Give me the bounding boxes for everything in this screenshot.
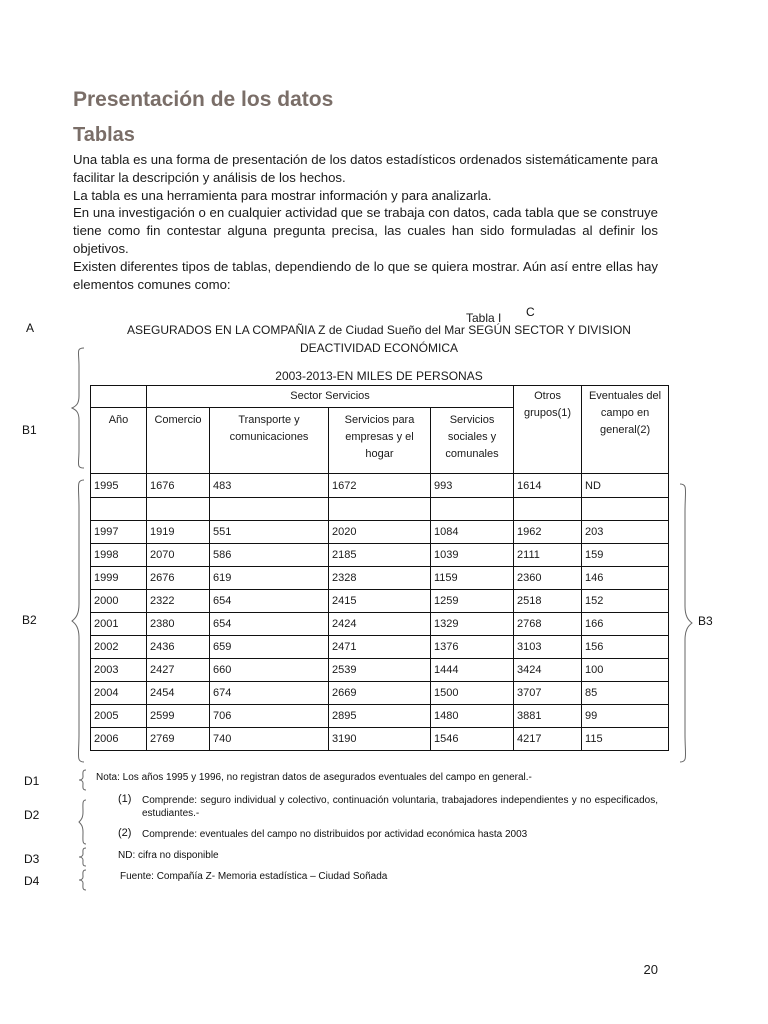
note-nd: ND: cifra no disponible (118, 850, 219, 861)
table-cell: 2895 (329, 705, 431, 728)
label-b3: B3 (698, 614, 713, 628)
footnote-1-text: Comprende: seguro individual y colectivo, continuación voluntaria, trabajadores independientes y no especificados, estudiantes.- (142, 795, 658, 819)
table-cell: 2070 (147, 544, 210, 567)
table-cell: 1159 (431, 567, 514, 590)
table-title-line-1: ASEGURADOS EN LA COMPAÑIA Z de Ciudad Sueño del Mar SEGÚN SECTOR Y DIVISION (127, 323, 631, 337)
table-cell: 2000 (91, 590, 147, 613)
table-cell (431, 498, 514, 521)
table-cell: 3190 (329, 728, 431, 751)
header-transporte: Transporte y comunicaciones (210, 408, 329, 474)
table-cell: 2004 (91, 682, 147, 705)
table-row (91, 682, 669, 705)
table-cell: 706 (210, 705, 329, 728)
footnote-1-marker: (1) (118, 793, 132, 805)
table-cell: 2185 (329, 544, 431, 567)
table-cell (514, 498, 582, 521)
table-cell: 159 (582, 544, 669, 567)
table-cell: 2322 (147, 590, 210, 613)
table-row (91, 636, 669, 659)
table-cell: 1997 (91, 521, 147, 544)
label-d2: D2 (24, 808, 40, 822)
source-note: Fuente: Compañía Z- Memoria estadística – Ciudad Soñada (120, 871, 388, 882)
paragraph: La tabla es una herramienta para mostrar información y para analizarla. (73, 187, 492, 203)
table-cell: 2669 (329, 682, 431, 705)
table-cell: 2001 (91, 613, 147, 636)
brace-d1 (76, 768, 90, 792)
table-cell: 1376 (431, 636, 514, 659)
table-cell: 2380 (147, 613, 210, 636)
table-cell: 1084 (431, 521, 514, 544)
table-cell: 2539 (329, 659, 431, 682)
table-cell: 156 (582, 636, 669, 659)
table-cell (329, 498, 431, 521)
table-cell: 2111 (514, 544, 582, 567)
table-cell: 2676 (147, 567, 210, 590)
header-servicios-sociales: Servicios sociales y comunales (431, 408, 514, 474)
table-cell: 619 (210, 567, 329, 590)
brace-b1 (70, 346, 90, 470)
table-cell: 1672 (329, 474, 431, 498)
footnote-2-marker: (2) (118, 827, 132, 839)
table-cell: 1329 (431, 613, 514, 636)
table-cell: 3424 (514, 659, 582, 682)
table-cell (147, 498, 210, 521)
table-row (91, 590, 669, 613)
table-cell: 674 (210, 682, 329, 705)
table-cell: 2415 (329, 590, 431, 613)
table-cell: 2768 (514, 613, 582, 636)
table-cell (91, 498, 147, 521)
table-row (91, 544, 669, 567)
footnote-2-text: Comprende: eventuales del campo no distribuidos por actividad económica hasta 2003 (142, 829, 528, 840)
table-row (91, 613, 669, 636)
brace-d2 (76, 798, 90, 846)
table-cell: 100 (582, 659, 669, 682)
brace-b2 (70, 478, 90, 764)
table-cell: 660 (210, 659, 329, 682)
table-cell: 85 (582, 682, 669, 705)
intro-text (73, 151, 658, 293)
table-cell: 2005 (91, 705, 147, 728)
table-cell: 2518 (514, 590, 582, 613)
brace-d3 (76, 846, 90, 868)
label-d4: D4 (24, 874, 40, 888)
table-cell: 1962 (514, 521, 582, 544)
table-cell: 2006 (91, 728, 147, 751)
table-cell: 654 (210, 590, 329, 613)
table-cell: 1039 (431, 544, 514, 567)
table-cell: 2360 (514, 567, 582, 590)
table-cell: 740 (210, 728, 329, 751)
table-cell: 1500 (431, 682, 514, 705)
table-cell: 2003 (91, 659, 147, 682)
table-row (91, 705, 669, 728)
table-cell: 146 (582, 567, 669, 590)
header-otros: Otros grupos(1) (514, 386, 582, 474)
header-servicios-empresas: Servicios para empresas y el hogar (329, 408, 431, 474)
table-cell (210, 498, 329, 521)
data-table (90, 385, 669, 751)
label-d1: D1 (24, 774, 40, 788)
table-cell: 1919 (147, 521, 210, 544)
table-cell: 2424 (329, 613, 431, 636)
table-cell: 3103 (514, 636, 582, 659)
header-sector-servicios: Sector Servicios (147, 386, 514, 408)
table-cell: 1444 (431, 659, 514, 682)
table-cell: 2599 (147, 705, 210, 728)
table-cell: 115 (582, 728, 669, 751)
header-comercio: Comercio (147, 408, 210, 474)
table-cell: 1546 (431, 728, 514, 751)
table-cell: 2328 (329, 567, 431, 590)
page-heading: Presentación de los datos (73, 88, 334, 111)
table-cell: 551 (210, 521, 329, 544)
table-cell: 166 (582, 613, 669, 636)
section-heading: Tablas (73, 124, 135, 146)
table-row (91, 498, 669, 521)
table-cell: 203 (582, 521, 669, 544)
table-title-line-3: 2003-2013-EN MILES DE PERSONAS (275, 369, 483, 383)
table-cell: 483 (210, 474, 329, 498)
table-cell: 2427 (147, 659, 210, 682)
table-title-line-2: DEACTIVIDAD ECONÓMICA (299, 341, 458, 355)
table-row (91, 567, 669, 590)
table-cell: 654 (210, 613, 329, 636)
paragraph: Una tabla es una forma de presentación de los datos estadísticos ordenados sistemáticamente para facilitar la descripción y análisis de los hechos. (73, 152, 658, 185)
label-d3: D3 (24, 852, 40, 866)
table-cell: 1259 (431, 590, 514, 613)
table-cell: 1995 (91, 474, 147, 498)
label-b1: B1 (22, 423, 37, 437)
brace-b3 (676, 482, 696, 764)
table-row (91, 659, 669, 682)
table-cell: 3707 (514, 682, 582, 705)
table-row (91, 521, 669, 544)
table-cell: 1999 (91, 567, 147, 590)
table-cell: 2471 (329, 636, 431, 659)
table-cell: 2436 (147, 636, 210, 659)
table-cell: 1998 (91, 544, 147, 567)
note-years: Nota: Los años 1995 y 1996, no registran datos de asegurados eventuales del campo en general.- (96, 772, 532, 783)
table-cell: 3881 (514, 705, 582, 728)
label-a: A (26, 321, 35, 335)
table-cell: 2454 (147, 682, 210, 705)
header-anio: Año (91, 408, 147, 474)
paragraph: Existen diferentes tipos de tablas, dependiendo de lo que se quiera mostrar. Aún así entre ellas hay elementos comunes como: (73, 258, 658, 292)
page-number: 20 (643, 962, 658, 977)
table-cell: ND (582, 474, 669, 498)
table-cell (582, 498, 669, 521)
label-c: C (526, 305, 535, 319)
table-cell: 586 (210, 544, 329, 567)
table-cell: 99 (582, 705, 669, 728)
table-cell: 2002 (91, 636, 147, 659)
table-row (91, 728, 669, 751)
table-cell: 993 (431, 474, 514, 498)
table-number: Tabla I (466, 311, 502, 325)
table-cell: 1676 (147, 474, 210, 498)
table-row (91, 474, 669, 498)
table-cell: 1614 (514, 474, 582, 498)
table-cell: 2020 (329, 521, 431, 544)
table-cell: 152 (582, 590, 669, 613)
header-eventuales: Eventuales del campo en general(2) (582, 386, 669, 474)
table-cell: 4217 (514, 728, 582, 751)
table-cell: 2769 (147, 728, 210, 751)
label-b2: B2 (22, 613, 37, 627)
brace-d4 (76, 868, 90, 892)
table-cell: 659 (210, 636, 329, 659)
paragraph: En una investigación o en cualquier actividad que se trabaja con datos, cada tabla que se construye tiene como fin contestar alguna pregunta precisa, las cuales han sido formuladas al definir los objetivos. (73, 205, 658, 256)
header-blank (91, 386, 147, 408)
table-cell: 1480 (431, 705, 514, 728)
